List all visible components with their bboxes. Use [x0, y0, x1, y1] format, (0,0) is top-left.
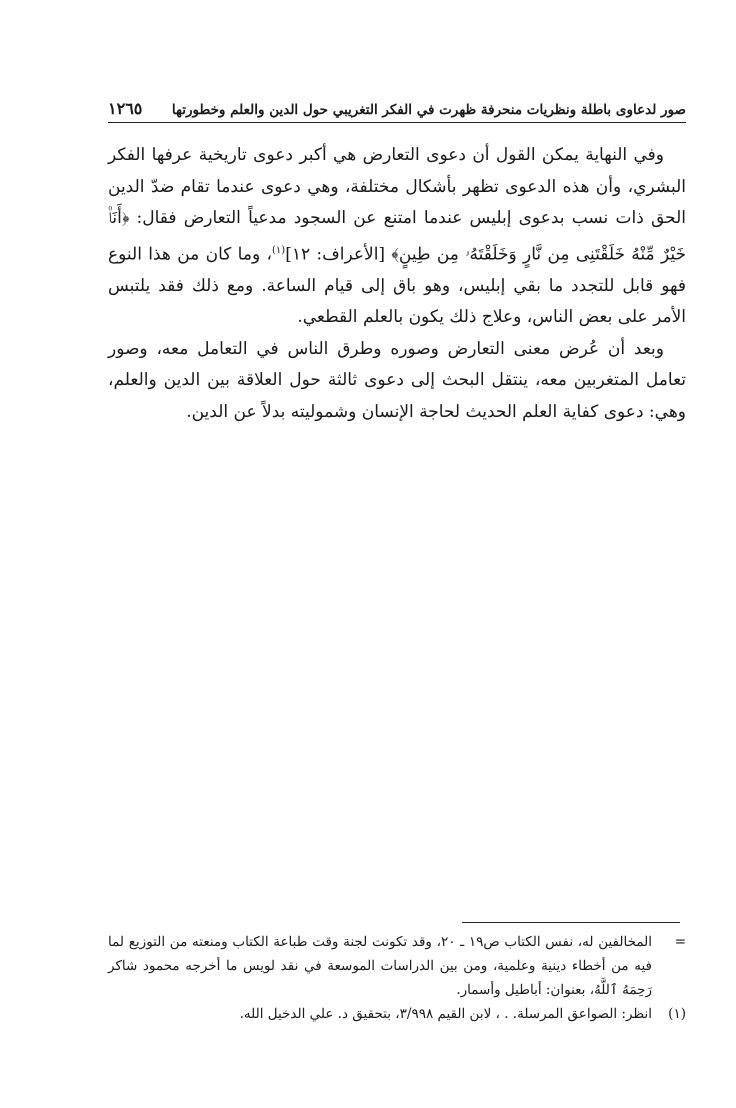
paragraph [108, 334, 686, 429]
footnote-marker: (١) [668, 1006, 686, 1022]
footnote-divider [462, 922, 680, 923]
main-text [108, 140, 686, 428]
footnotes [108, 930, 686, 1026]
page-number: ١٢٦٥ [108, 99, 143, 118]
paragraph [108, 140, 686, 334]
footnote [108, 1002, 686, 1026]
footnote [108, 930, 686, 1002]
footnote-reference[interactable]: (١) [272, 244, 286, 256]
footnote-text: المخالفين له، نفس الكتاب ص١٩ ـ ٢٠، وقد تكونت لجنة وقت طباعة الكتاب ومنعته من التوزيع لما فيه من أخطاء دينية وعلمية، ومن بين الدراسات الموسعة في نقد لويس ما أخرجه محمود شاكر رَحِمَهُ ٱللَّهُ، بعنوان: أباطيل وأسمار. [108, 934, 653, 998]
footnote-marker: = [674, 934, 686, 950]
running-title: صور لدعاوى باطلة ونظريات منحرفة ظهرت في الفكر التغريبي حول الدين والعلم وخطورتها [171, 102, 686, 118]
header-divider [108, 122, 686, 123]
running-header [108, 88, 686, 118]
paragraph-text: وفي النهاية يمكن القول أن دعوى التعارض هي أكبر دعوى تاريخية عرفها الفكر البشري، وأن هذه الدعوى تظهر بأشكال مختلفة، وهي دعوى عندما تقام ضدّ الدين الحق ذات نسب بدعوى إبليس عندما امتنع عن السجود مدعياً التعارض فقال: ﴿أَنَا۠ خَيْرٌ مِّنْهُ خَلَقْتَنِى مِن نَّارٍ وَخَلَقْتَهُۥ مِن طِينٍ﴾ [الأعراف: ١٢] [108, 145, 687, 265]
footnote-text: انظر: الصواعق المرسلة. . ، لابن القيم ٣/٩٩٨، بتحقيق د. علي الدخيل الله. [239, 1006, 652, 1022]
paragraph-text: وبعد أن عُرض معنى التعارض وصوره وطرق الناس في التعامل معه، وصور تعامل المتغربين معه، ينتقل البحث إلى دعوى ثالثة حول العلاقة بين الدين والعلم، وهي: دعوى كفاية العلم الحديث لحاجة الإنسان وشموليته بدلاً عن الدين. [108, 338, 686, 422]
paragraph-text: ، وما كان من هذا النوع فهو قابل للتجدد ما بقي إبليس، وهو باق إلى قيام الساعة. ومع ذلك فقد يلتبس الأمر على بعض الناس، وعلاج ذلك يكون بالعلم القطعي. [108, 244, 686, 328]
